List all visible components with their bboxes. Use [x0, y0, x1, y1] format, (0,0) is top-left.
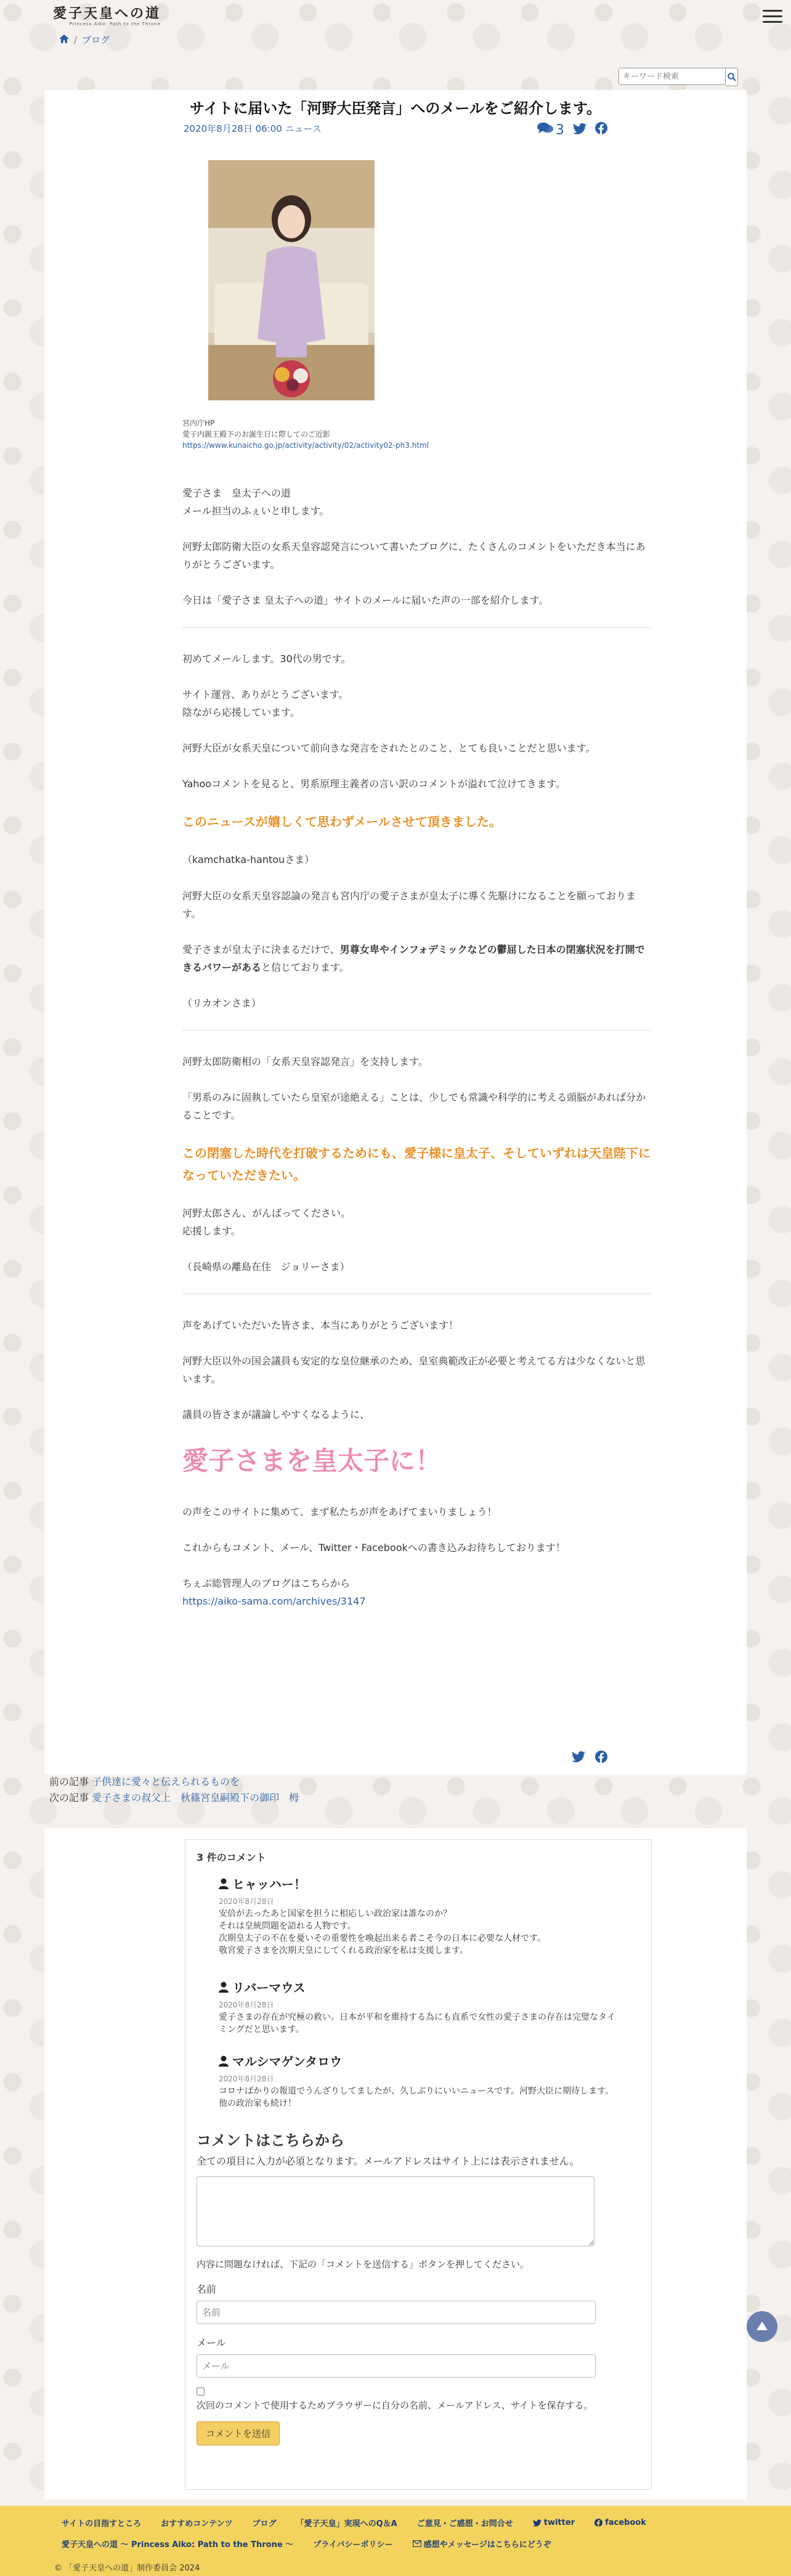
post-navigation: [49, 1774, 299, 1806]
comment-date: 2020年8月28日: [219, 2075, 274, 2083]
scroll-to-top-button[interactable]: [747, 2311, 777, 2342]
user-icon: [219, 1982, 229, 1993]
body-paragraph: 今日は「愛子さま 皇太子への道」サイトのメールに届いた声の一部を紹介します。: [182, 594, 549, 606]
article-title: サイトに届いた「河野大臣発言」へのメールをご紹介します。: [190, 100, 601, 117]
article-body: [182, 484, 651, 1628]
comment-form: [197, 2128, 593, 2445]
highlight-orange: この閉塞した時代を打破するためにも、愛子様に皇太子、そしていずれは天皇陛下になっていただきたい。: [182, 1146, 651, 1183]
mail-paragraph: 愛子さまが皇太子に決まるだけで、男尊女卑やインフォデミックなどの鬱屈した日本の閉塞状況を打開できるパワーがあると信じております。: [182, 944, 645, 973]
search-input[interactable]: [619, 68, 726, 85]
user-icon: [219, 1878, 229, 1889]
footer-link-home[interactable]: 愛子天皇への道 〜 Princess Aiko: Path to the Throne 〜: [62, 2540, 294, 2550]
logo-title: 愛子天皇への道: [53, 6, 161, 22]
email-label: メール: [197, 2337, 226, 2349]
closing-paragraph: 議員の皆さまが議論しやすくなるように、: [182, 1409, 370, 1420]
mail-paragraph: 初めてメールします。30代の男です。: [182, 653, 351, 665]
comment-textarea[interactable]: [197, 2176, 594, 2246]
comment-item: [219, 1874, 619, 1957]
search-icon: [728, 73, 736, 81]
comment-date: 2020年8月28日: [219, 1897, 274, 1906]
footer-link-privacy[interactable]: プライバシーポリシー: [313, 2540, 393, 2550]
footer-twitter-link[interactable]: twitter: [533, 2518, 575, 2527]
footer-nav-2: [62, 2538, 551, 2550]
article-category-link[interactable]: ニュース: [285, 123, 322, 134]
mail-signature: （kamchatka-hantouさま）: [182, 854, 315, 865]
caption-source: 宮内庁HP: [182, 419, 215, 427]
mail-paragraph: 河野太郎さん、がんばってください。 応援します。: [182, 1207, 351, 1237]
user-icon: [219, 2056, 229, 2067]
facebook-share-icon[interactable]: [595, 122, 607, 138]
next-label: 次の記事: [49, 1792, 89, 1804]
mail-paragraph: Yahooコメントを見ると、男系原理主義者の言い訳のコメントが溢れて泣けてきます。: [182, 778, 566, 790]
share-bottom: [572, 1751, 607, 1767]
breadcrumb-separator: /: [74, 34, 78, 46]
consent-row: [197, 2388, 593, 2413]
mail-paragraph: 「男系のみに固執していたら皇室が途絶える」ことは、少しでも常識や科学的に考える頭脳があれば分かることです。: [182, 1092, 646, 1121]
comment-date: 2020年8月28日: [219, 2001, 274, 2009]
article-date: 2020年8月28日 06:00: [184, 123, 282, 134]
form-note: 全ての項目に入力が必須となります。メールアドレスはサイト上には表示されません。: [197, 2155, 580, 2167]
article-card: [44, 90, 747, 1775]
footer-link-qa[interactable]: 「愛子天皇」実現へのQ＆A: [296, 2519, 397, 2529]
footer-link-blog[interactable]: ブログ: [252, 2519, 277, 2529]
share-top: [537, 122, 607, 138]
comment-author: マルシマゲンタロウ: [232, 2054, 343, 2069]
email-field[interactable]: [197, 2354, 596, 2378]
consent-text: 次回のコメントで使用するためブラウザーに自分の名前、メールアドレス、サイトを保存する。: [197, 2400, 593, 2411]
article-photo: [208, 160, 375, 400]
search-form: [619, 68, 738, 86]
form-title: コメントはこちらから: [197, 2132, 344, 2149]
divider: [182, 1030, 651, 1031]
next-post-link[interactable]: 愛子さまの叔父上 秋篠宮皇嗣殿下の御印 栂: [92, 1792, 299, 1804]
mail-paragraph: 河野大臣が女系天皇について前向きな発言をされたとのこと、とても良いことだと思います。: [182, 742, 596, 754]
mail-signature: （リカオンさま）: [182, 997, 261, 1009]
breadcrumb-blog-link[interactable]: ブログ: [82, 34, 110, 46]
closing-paragraph: これからもコメント、メール、Twitter・Facebookへの書き込みお待ちしております！: [182, 1542, 566, 1553]
facebook-share-icon[interactable]: [595, 1751, 607, 1767]
twitter-share-icon[interactable]: [573, 123, 586, 138]
comments-icon: [537, 122, 553, 134]
comments-title: 3 件のコメント: [197, 1852, 266, 1863]
blog-link[interactable]: https://aiko-sama.com/archives/3147: [182, 1595, 366, 1607]
site-header: [0, 0, 791, 37]
footer-link-about[interactable]: サイトの目指すところ: [62, 2519, 142, 2529]
prev-post-link[interactable]: 子供達に愛々と伝えられるものを: [92, 1776, 240, 1788]
prev-label: 前の記事: [49, 1776, 89, 1788]
mail-paragraph: 河野太郎防衛相の「女系天皇容認発言」を支持します。: [182, 1056, 428, 1067]
name-label: 名前: [197, 2283, 217, 2295]
caption-title: 愛子内親王殿下のお誕生日に際してのご近影: [182, 430, 331, 439]
highlight-orange: このニュースが嬉しくて思わずメールさせて頂きました。: [182, 814, 501, 829]
mail-paragraph: サイト運営、ありがとうございます。 陰ながら応援しています。: [182, 689, 349, 718]
body-paragraph: 河野太郎防衛大臣の女系天皇容認発言について書いたブログに、たくさんのコメントをいただき本当にありがとうございます。: [182, 541, 646, 570]
arrow-up-icon: [755, 2320, 769, 2333]
menu-icon[interactable]: [763, 7, 782, 25]
comment-item: [219, 1978, 619, 2036]
closing-paragraph: 河野大臣以外の国会議員も安定的な皇位継承のため、皇室典範改正が必要と考えてる方は少なくないと思います。: [182, 1355, 646, 1385]
footer-nav: [62, 2517, 646, 2529]
comment-author: リバーマウス: [232, 1980, 306, 1995]
mail-paragraph: 河野大臣の女系天皇容認論の発言も宮内庁の愛子さまが皇太子に導く先駆けになることを願っております。: [182, 890, 636, 920]
closing-paragraph: の声をこのサイトに集めて、まず私たちが声をあげてまいりましょう！: [182, 1506, 497, 1518]
facebook-icon: [594, 2519, 602, 2527]
mail-signature: （長崎県の離島在住 ジョリーさま）: [182, 1261, 350, 1273]
big-slogan: 愛子さまを皇太子に！: [182, 1446, 442, 1476]
photo-caption: [182, 418, 429, 451]
home-icon[interactable]: [59, 34, 69, 46]
closing-paragraph: 声をあげていただいた皆さま、本当にありがとうございます！: [182, 1319, 459, 1331]
closing-paragraph: ちぇぶ総管理人のブログはこちらから https://aiko-sama.com/archives/3147: [182, 1578, 366, 1607]
save-info-checkbox[interactable]: [197, 2388, 205, 2396]
footer-facebook-link[interactable]: facebook: [594, 2518, 646, 2527]
comment-author: ヒャッハー！: [232, 1877, 306, 1892]
comment-count: 3: [556, 123, 564, 138]
twitter-share-icon[interactable]: [572, 1751, 585, 1767]
intro-paragraph: 愛子さま 皇太子への道 メール担当のふぇいと申します。: [182, 487, 330, 517]
site-footer: [0, 2506, 791, 2576]
name-field[interactable]: [197, 2301, 596, 2324]
footer-link-recommended[interactable]: おすすめコンテンツ: [161, 2519, 233, 2529]
bold-text: 男尊女卑やインフォデミックなどの鬱屈した日本の閉塞状況を打開できるパワーがある: [182, 944, 645, 973]
site-logo[interactable]: [53, 6, 161, 28]
comments-card: [44, 1828, 747, 2500]
comment-text: 愛子さまの存在が究極の救い。日本が平和を維持する為にも直系で女性の愛子さまの存在は完璧なタイミングだと思います。: [219, 2012, 615, 2035]
footer-mail-link[interactable]: 感想やメッセージはこちらにどうぞ: [413, 2538, 551, 2550]
submit-comment-button[interactable]: コメントを送信: [197, 2421, 280, 2445]
form-hint: 内容に問題なければ、下記の「コメントを送信する」ボタンを押してください。: [197, 2259, 530, 2270]
caption-link[interactable]: https://www.kunaicho.go.jp/activity/activity/02/activity02-ph3.html: [182, 441, 429, 450]
envelope-icon: [413, 2540, 421, 2547]
twitter-icon: [533, 2519, 542, 2527]
comment-text: コロナばかりの報道でうんざりしてましたが、久しぶりにいいニュースです。河野大臣に期待します。他の政治家も続け！: [219, 2086, 614, 2108]
logo-subtitle: Princess Aiko: Path to the Throne: [69, 22, 161, 26]
divider: [182, 627, 651, 628]
comment-count-link[interactable]: [537, 122, 564, 138]
footer-link-contact[interactable]: ご意見・ご感想・お問合せ: [416, 2519, 513, 2529]
comment-text: 安倍が去ったあと国家を担うに相応しい政治家は誰なのか？ それは皇統問題を語れる人物です。 次期皇太子の不在を憂いその重要性を喚起出来る者こそ今の日本に必要な人材です。 敬宮愛子さまを次期天皇にしてくれる政治家を私は支援します。: [219, 1909, 546, 1956]
article-meta: [184, 122, 322, 135]
comments-box: [185, 1839, 652, 2490]
comment-item: [219, 2052, 619, 2110]
copyright: © 「愛子天皇への道」制作委員会 2024: [54, 2564, 200, 2573]
search-button[interactable]: [726, 68, 738, 86]
breadcrumb: [59, 33, 110, 46]
